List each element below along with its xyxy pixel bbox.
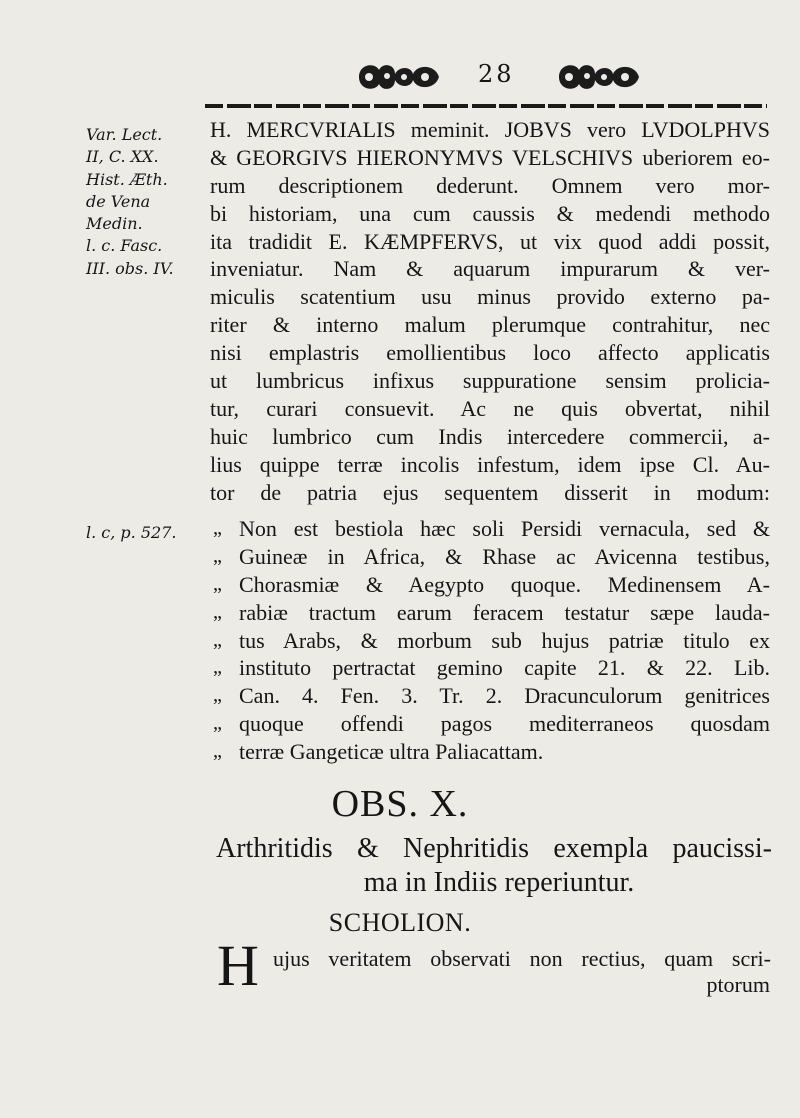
text-line: huic lumbrico cum Indis intercedere commercii, a- bbox=[210, 423, 770, 449]
quote-line: „ terræ Gangeticæ ultra Paliacattam. bbox=[213, 739, 544, 765]
margin-note-line: l. c. Fasc. bbox=[86, 236, 163, 256]
observation-heading: OBS. X. bbox=[331, 783, 469, 825]
page-number: 28 bbox=[478, 60, 515, 88]
quote-line: „ Non est bestiola hæc soli Persidi vernacula, sed & bbox=[213, 516, 770, 541]
quote-mark: „ bbox=[213, 517, 222, 539]
text-line: ita tradidit E. KÆMPFERVS, ut vix quod addi possit, bbox=[210, 228, 770, 254]
quote-line: „ Guineæ in Africa, & Rhase ac Avicenna testibus, bbox=[213, 543, 770, 569]
text-line: tur, curari consuevit. Ac ne quis obvertat, nihil bbox=[210, 395, 770, 421]
text-line: bi historiam, una cum caussis & medendi methodo bbox=[210, 200, 770, 226]
quote-mark: „ bbox=[213, 684, 222, 707]
quote-line: „ Chorasmiæ & Aegypto quoque. Medinensem A- bbox=[213, 571, 770, 597]
quote-mark: „ bbox=[213, 544, 222, 567]
header-rule bbox=[205, 104, 767, 108]
text-line: tor de patria ejus sequentem disserit in modum: bbox=[210, 479, 770, 505]
text-line: nisi emplastris emollientibus loco affecto applicatis bbox=[210, 340, 770, 366]
quote-mark: „ bbox=[213, 628, 222, 651]
observation-subtitle bbox=[216, 832, 772, 900]
quote-line: „ Can. 4. Fen. 3. Tr. 2. Dracunculorum genitrices bbox=[213, 683, 770, 709]
quote-mark: „ bbox=[213, 712, 222, 735]
text-line: & GEORGIVS HIERONYMVS VELSCHIVS uberiorem eo- bbox=[210, 144, 770, 170]
margin-note-2 bbox=[86, 522, 206, 544]
margin-note-line: III. obs. IV. bbox=[86, 258, 174, 278]
final-text-line-1: ujus veritatem observati non rectius, quam scri- bbox=[273, 946, 771, 971]
quote-line: „ tus Arabs, & morbum sub hujus patriæ titulo ex bbox=[213, 627, 770, 653]
quote-mark: „ bbox=[213, 572, 222, 595]
margin-note-line: l. c, p. 527. bbox=[86, 523, 177, 542]
subtitle-line-1: Arthritidis & Nephritidis exempla paucissi- bbox=[216, 833, 772, 864]
body-text bbox=[210, 116, 770, 506]
quote-mark: „ bbox=[213, 600, 222, 623]
margin-note-1 bbox=[86, 124, 206, 280]
margin-note-line: II, C. XX. bbox=[86, 147, 159, 167]
right-ornament-icon bbox=[555, 58, 643, 96]
margin-note-line: de Vena bbox=[86, 191, 151, 211]
quotation-block bbox=[213, 515, 770, 766]
margin-note-line: Var. Lect. bbox=[86, 125, 163, 144]
subtitle-line-2: ma in Indiis reperiuntur. bbox=[363, 867, 635, 898]
scholion-heading: SCHOLION. bbox=[328, 908, 472, 937]
quote-mark: „ bbox=[213, 656, 222, 679]
text-line: lius quippe terræ incolis infestum, idem ipse Cl. Au- bbox=[210, 451, 770, 477]
margin-note-line: Hist. Æth. bbox=[86, 169, 168, 189]
text-line: inveniatur. Nam & aquarum impurarum & ver- bbox=[210, 256, 770, 282]
text-line: rum descriptionem dederunt. Omnem vero mor- bbox=[210, 172, 770, 198]
quote-line: „ rabiæ tractum earum feracem testatur sæpe lauda- bbox=[213, 599, 770, 625]
left-ornament-icon bbox=[355, 58, 443, 96]
final-text-line-2: ptorum bbox=[706, 972, 770, 997]
text-line: riter & interno malum plerumque contrahitur, nec bbox=[210, 312, 770, 338]
text-line: H. MERCVRIALIS meminit. JOBVS vero LVDOLPHVS bbox=[210, 117, 770, 142]
quote-line: „ instituto pertractat gemino capite 21. & 22. Lib. bbox=[213, 655, 770, 681]
text-line: miculis scatentium usu minus provido externo pa- bbox=[210, 284, 770, 310]
drop-cap: H bbox=[217, 933, 259, 998]
quote-line: „ quoque offendi pagos mediterraneos quosdam bbox=[213, 711, 770, 737]
text-line: ut lumbricus infixus suppuratione sensim prolicia- bbox=[210, 368, 770, 394]
margin-note-line: Medin. bbox=[86, 214, 143, 234]
quote-mark: „ bbox=[213, 740, 222, 763]
